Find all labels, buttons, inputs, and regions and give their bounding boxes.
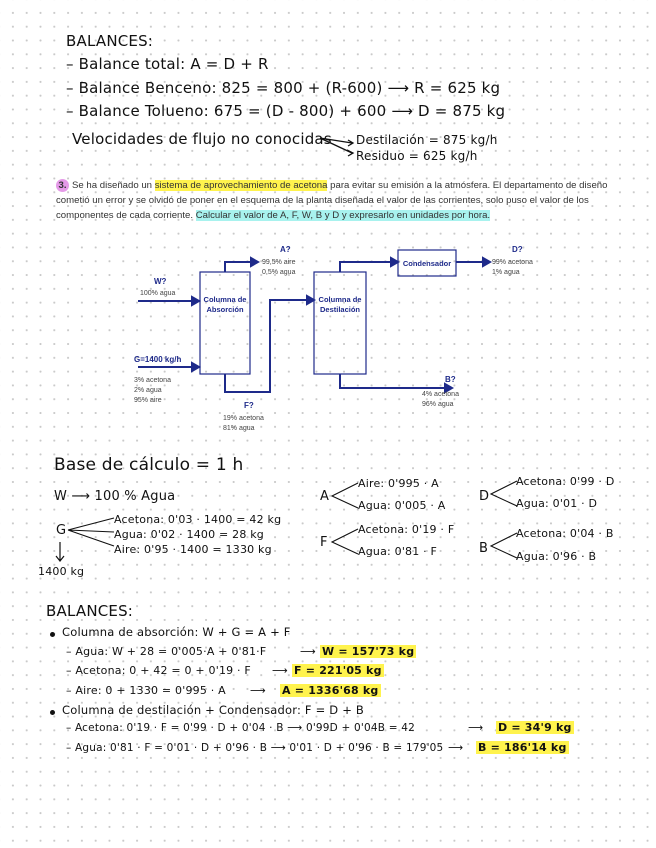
- a-comp-1: 99,5% aire: [262, 259, 296, 266]
- f-branch: [330, 526, 360, 558]
- d-comp-1: 99% acetona: [492, 259, 533, 266]
- dest-box-line2: Destilación: [319, 305, 361, 314]
- problem-statement: [56, 178, 612, 223]
- g-label: G: [56, 523, 67, 538]
- g-aire: Aire: 0'95 · 1400 = 1330 kg: [114, 543, 272, 556]
- split-arrows: [318, 134, 358, 158]
- g-name: G=1400 kg/h: [134, 355, 182, 364]
- a-comp-2: 0,5% agua: [262, 269, 296, 276]
- w-name: W?: [154, 277, 167, 286]
- a-stream-line: [225, 262, 254, 272]
- bullet-absorcion: [50, 632, 55, 637]
- abs-acetona: – Acetona: 0 + 42 = 0 + 0'19 · F: [66, 664, 251, 677]
- destilacion-flow: Destilación = 875 kg/h: [356, 133, 498, 147]
- g-comp-2: 2% agua: [134, 387, 162, 394]
- balances-title-bottom: BALANCES:: [46, 602, 134, 620]
- a-name: A?: [280, 245, 291, 254]
- abs-aire-arrow: ⟶: [250, 684, 266, 697]
- abs-box-line1: Columna de: [203, 295, 247, 304]
- w-line: W ⟶ 100 % Agua: [54, 489, 176, 504]
- b-acetona: Acetona: 0'04 · B: [516, 527, 614, 540]
- abs-acetona-arrow: ⟶: [272, 664, 288, 677]
- balance-total-line: – Balance total: A = D + R: [66, 55, 269, 73]
- residuo-flow: Residuo = 625 kg/h: [356, 149, 478, 163]
- problem-text-1: Se ha diseñado un: [72, 180, 155, 191]
- dest-agua-arrow: ⟶: [448, 742, 464, 754]
- f-name: F?: [244, 401, 254, 410]
- distillation-column-box: [314, 272, 366, 374]
- a-agua: Agua: 0'005 · A: [358, 499, 446, 512]
- problem-number: 3.: [56, 179, 69, 192]
- g-down-arrow: [55, 541, 65, 563]
- problem-highlight-2: Calcular el valor de A, F, W, B y D y expresarlo en unidades por hora.: [195, 210, 491, 221]
- balance-tolueno-line: – Balance Tolueno: 675 = (D - 800) + 600 ⟶ D = 875 kg: [66, 102, 506, 120]
- dest-title: Columna de destilación + Condensador: F = D + B: [62, 703, 364, 717]
- b-label: B: [479, 541, 489, 556]
- g-comp-3: 95% aire: [134, 397, 162, 404]
- f-comp-1: 19% acetona: [223, 415, 264, 422]
- d-branch: [489, 478, 519, 510]
- abs-title: Columna de absorción: W + G = A + F: [62, 625, 291, 639]
- dest-acetona-arrow: ⟶: [468, 722, 484, 734]
- f-acetona: Acetona: 0'19 · F: [358, 523, 455, 536]
- f-comp-2: 81% agua: [223, 425, 255, 432]
- dest-acetona-result: D = 34'9 kg: [498, 721, 572, 734]
- d-acetona: Acetona: 0'99 · D: [516, 475, 615, 488]
- abs-acetona-result: F = 221'05 kg: [294, 664, 382, 677]
- abs-agua: – Agua: W + 28 = 0'005·A + 0'81·F: [66, 645, 267, 658]
- abs-box-line2: Absorción: [206, 305, 244, 314]
- f-label: F: [320, 535, 328, 550]
- problem-highlight-1: sistema de aprovechamiento de acetona: [154, 180, 328, 191]
- dist-to-condenser-line: [340, 262, 394, 272]
- condenser-label: Condensador: [402, 259, 452, 268]
- dest-acetona: – Acetona: 0'19 · F = 0'99 · D + 0'04 · B ⟶ 0'99D + 0'04B = 42: [66, 722, 415, 734]
- a-aire: Aire: 0'995 · A: [358, 477, 439, 490]
- balance-benceno-line: – Balance Benceno: 825 = 800 + (R-600) ⟶ R = 625 kg: [66, 79, 501, 97]
- b-agua: Agua: 0'96 · B: [516, 550, 597, 563]
- dest-agua: – Agua: 0'81 · F = 0'01 · D + 0'96 · B ⟶ 0'01 · D + 0'96 · B = 179'05: [66, 742, 444, 754]
- b-name: B?: [445, 375, 456, 384]
- process-diagram: [120, 240, 560, 440]
- g-comp-1: 3% acetona: [134, 377, 171, 384]
- d-label: D: [479, 489, 490, 504]
- a-branch: [330, 480, 360, 512]
- a-label: A: [320, 489, 330, 504]
- g-branch: [66, 512, 118, 552]
- g-total: 1400 kg: [38, 565, 85, 578]
- b-comp-2: 96% agua: [422, 401, 454, 408]
- b-comp-1: 4% acetona: [422, 391, 459, 398]
- f-agua: Agua: 0'81 · F: [358, 545, 438, 558]
- abs-aire-result: A = 1336'68 kg: [282, 684, 379, 697]
- absorption-column-box: [200, 272, 250, 374]
- dest-agua-result: B = 186'14 kg: [478, 741, 567, 754]
- bullet-destilacion: [50, 710, 55, 715]
- problem-text-2: para evitar su emisión a la atmósfera. El departamento de diseño cometió un error y se olvidó de poner en el esquema de la planta diseñada el valor de las corrientes, solo puso el valor de los componentes de cada corriente.: [56, 180, 608, 221]
- abs-aire: – Aire: 0 + 1330 = 0'995 · A: [66, 684, 226, 697]
- g-agua: Agua: 0'02 · 1400 = 28 kg: [114, 528, 264, 541]
- unknown-flows-label: Velocidades de flujo no conocidas: [72, 130, 332, 148]
- w-comp-1: 100% agua: [140, 290, 176, 297]
- b-stream-line: [340, 374, 448, 388]
- abs-agua-arrow: ⟶: [300, 645, 316, 658]
- abs-agua-result: W = 157'73 kg: [322, 645, 415, 658]
- base-calculo-title: Base de cálculo = 1 h: [54, 455, 244, 475]
- d-comp-2: 1% agua: [492, 269, 520, 276]
- dest-box-line1: Columna de: [318, 295, 362, 304]
- balances-title-top: BALANCES:: [66, 32, 154, 50]
- b-branch: [489, 530, 519, 562]
- g-acetona: Acetona: 0'03 · 1400 = 42 kg: [114, 513, 282, 526]
- d-agua: Agua: 0'01 · D: [516, 497, 598, 510]
- d-name: D?: [512, 245, 523, 254]
